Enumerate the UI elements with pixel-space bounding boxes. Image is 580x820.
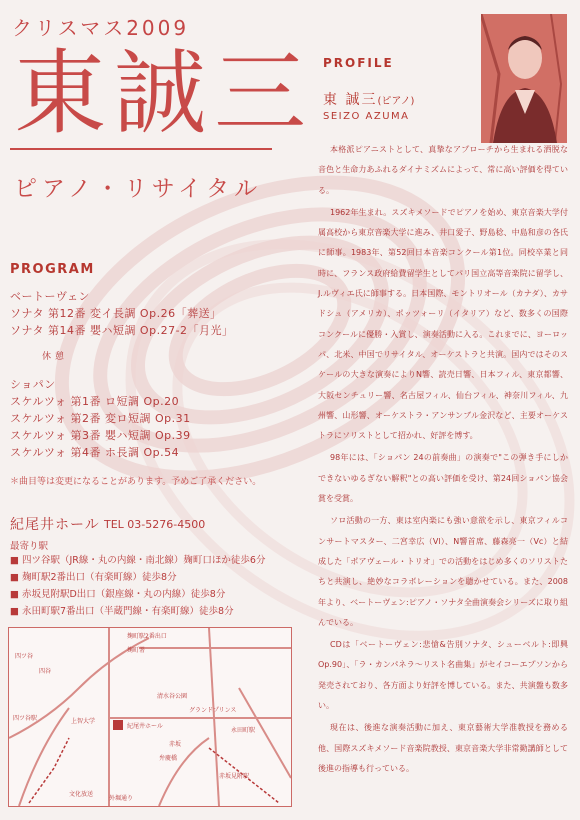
bio-paragraph: ソロ活動の一方、東は室内楽にも強い意欲を示し、東京フィルコンサートマスター、二宮幸広（Vl）、N響首席、藤森亮一（Vc）と結成した「ポアヴェール・トリオ」での活動をはじめ多くのソリストたちと共演し、絶妙なコラボレーションを聴かせている。また、2008年より、ベートーヴェン:ピアノ・ソナタ全曲演奏会シリーズに取り組んでいる。 bbox=[318, 516, 568, 627]
program-note: ＊曲目等は変更になることがあります。予めご了承ください。 bbox=[10, 477, 262, 487]
map-label: 赤坂 bbox=[169, 741, 182, 748]
performer-title: 東誠三 bbox=[14, 40, 315, 147]
station-heading: 最寄り駅 bbox=[10, 541, 49, 552]
profile-role: (ピアノ) bbox=[377, 96, 415, 107]
map-label: 麹町署 bbox=[127, 647, 146, 654]
station-item: ■ 赤坂見附駅D出口（銀座線・丸の内線）徒歩8分 bbox=[10, 589, 226, 600]
program-line: スケルツォ 第4番 ホ長調 Op.54 bbox=[10, 446, 180, 459]
bio-paragraph: CDは「ベートーヴェン:悲愴&告別ソナタ、シューベルト:即興Op.90」、「ラ・カンパネラ〜リスト名曲集」がセイコーエプソンから発売されており、各方面より好評を博している。また、共演盤も数多い。 bbox=[318, 640, 568, 711]
map-label: 外堀通り bbox=[109, 795, 134, 802]
profile-name-en: SEIZO AZUMA bbox=[323, 111, 410, 122]
program-line: ベートーヴェン bbox=[10, 290, 91, 303]
map-label: 清水谷公園 bbox=[157, 693, 188, 700]
bio-paragraph: 98年には、「ショパン 24の前奏曲」の演奏で"この弾き手にしかできないゆるぎない解釈"との高い評価を受け、第24回ショパン協会賞を受賞。 bbox=[318, 453, 568, 504]
map-label: 四ツ谷 bbox=[15, 653, 34, 660]
program-line: ソナタ 第12番 変イ長調 Op.26「葬送」 bbox=[10, 307, 222, 320]
title-rule bbox=[10, 148, 272, 150]
program-line: スケルツォ 第3番 嬰ハ短調 Op.39 bbox=[10, 429, 191, 442]
map-label: 麹町駅2番出口 bbox=[127, 633, 167, 640]
profile-name-jp: 東 誠三 bbox=[323, 92, 378, 108]
program-line: ショパン bbox=[10, 378, 56, 391]
station-item: ■ 永田町駅7番出口（半蔵門線・有楽町線）徒歩8分 bbox=[10, 606, 234, 617]
venue-marker bbox=[113, 720, 123, 730]
intermission: 休 憩 bbox=[42, 352, 65, 362]
venue-name: 紀尾井ホール bbox=[10, 517, 100, 533]
map-label: 文化放送 bbox=[69, 791, 94, 798]
map-label: 上智大学 bbox=[71, 718, 96, 725]
profile-bio bbox=[318, 140, 568, 781]
map-label: 四谷 bbox=[39, 668, 52, 675]
map-label: 紀尾井ホール bbox=[127, 723, 163, 730]
program-heading: PROGRAM bbox=[10, 262, 95, 277]
program-line: スケルツォ 第2番 変ロ短調 Op.31 bbox=[10, 412, 191, 425]
recital-title: ピアノ・リサイタル bbox=[14, 176, 263, 202]
bio-paragraph: 1962年生まれ。スズキメソードでピアノを始め、東京音楽大学付属高校から東京音楽大学に進み、井口愛子、野島稔、中島和彦の各氏に師事。1983年、第52回日本音楽コンクール第1位。同校卒業と同時に、フランス政府給費留学生としてパリ国立高等音楽院に留学し、J.ルヴィエ氏に師事する。日本国際、モントリオール（カナダ）、カサドシュ（アメリカ）、ポッツォーリ（イタリア）など、数多くの国際コンクールに優勝・入賞し、演奏活動に入る。これまでに、ヨーロッパ、北米、中国でリサイタル、オーケストラと共演。国内ではそのスケールの大きな演奏によりN響、読売日響、日本フィル、東京都響、大阪センチュリー響、名古屋フィル、仙台フィル、神奈川フィル、九州響、山形響、オーケストラ・アンサンブル金沢など、主要オーケストラにソリストとして招かれ、好評を博す。 bbox=[318, 207, 568, 441]
station-item: ■ 四ツ谷駅（JR線・丸の内線・南北線）麹町口ほか徒歩6分 bbox=[10, 555, 266, 566]
program-line: スケルツォ 第1番 ロ短調 Op.20 bbox=[10, 395, 180, 408]
map-label: 永田町駅 bbox=[231, 727, 256, 734]
station-list bbox=[10, 552, 265, 620]
bio-paragraph: 本格派ピアニストとして、真摯なアプローチから生まれる洒脱な音色と生命力あふれるダイナミズムによって、常に高い評価を得ている。 bbox=[318, 145, 568, 195]
profile-name bbox=[323, 89, 414, 109]
program-list bbox=[10, 288, 234, 461]
map-label: 弁慶橋 bbox=[159, 755, 178, 762]
bio-paragraph: 現在は、後進な演奏活動に加え、東京藝術大学准教授を務める他、国際スズキメソード音楽院教授、東京音楽大学非常勤講師として後進の指導も行っている。 bbox=[318, 723, 568, 773]
program-line: ソナタ 第14番 嬰ハ短調 Op.27-2「月光」 bbox=[10, 324, 234, 337]
venue-tel: TEL 03-5276-4500 bbox=[104, 518, 206, 531]
map-label: グランドプリンス bbox=[189, 707, 237, 714]
station-item: ■ 麹町駅2番出口（有楽町線）徒歩8分 bbox=[10, 572, 177, 583]
map-label: 四ツ谷駅 bbox=[13, 715, 38, 722]
profile-heading: PROFILE bbox=[323, 56, 394, 70]
event-name: クリスマス2009 bbox=[12, 16, 190, 40]
venue-map bbox=[8, 627, 292, 807]
performer-photo bbox=[481, 14, 567, 143]
map-label: 赤坂見附駅 bbox=[219, 773, 250, 780]
